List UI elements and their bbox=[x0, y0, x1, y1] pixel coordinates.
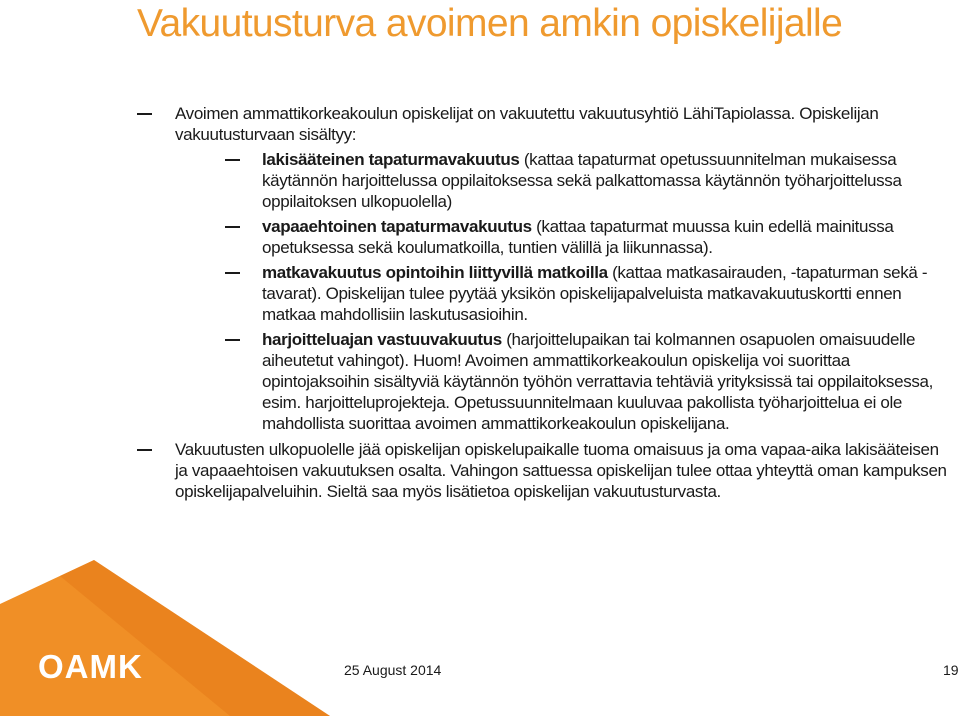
sub-bullet-voluntary bbox=[175, 216, 952, 258]
oamk-logo-text: OAMK bbox=[38, 648, 143, 685]
bullet-text: Vakuutusten ulkopuolelle jää opiskelijan opiskelupaikalle tuoma omaisuus ja oma vapaa-aika lakisääteisen ja vapaaehtoisen vakuutuksen osalta. Vahingon sattuessa opiskelijan tulee ottaa yhteyttä oman kampuksen opiskelijapalveluihin. Sieltä saa myös lisätietoa opiskelijan vakuutusturvasta. bbox=[175, 440, 947, 501]
sub-bullet-heading: matkavakuutus opintoihin liittyvillä matkoilla bbox=[262, 263, 608, 282]
footer-date: 25 August 2014 bbox=[344, 662, 442, 678]
sub-bullet-text: (kattaa matkasairauden, -tapaturman sekä -tavarat). Opiskelijan tulee pyytää yksikön opiskelijapalveluista matkavakuutuskortti ennen matkaa mahdollisiin laskutusasioihin. bbox=[262, 263, 928, 324]
oamk-logo-triangle bbox=[0, 560, 330, 716]
sub-bullet-heading: lakisääteinen tapaturmavakuutus bbox=[262, 150, 520, 169]
page-number: 19 bbox=[943, 662, 959, 678]
sub-bullet-text: (kattaa tapaturmat opetussuunnitelman mukaisessa käytännön harjoittelussa oppilaitoksessa sekä palkattomassa käytännön työharjoittelussa oppilaitoksen ulkopuolella) bbox=[262, 150, 902, 211]
slide-title: Vakuutusturva avoimen amkin opiskelijalle bbox=[137, 2, 843, 45]
sub-bullet-liability bbox=[175, 329, 952, 434]
sub-bullet-statutory bbox=[175, 149, 952, 212]
bullet-text: Avoimen ammattikorkeakoulun opiskelijat on vakuutettu vakuutusyhtiö LähiTapiolassa. Opiskelijan vakuutusturvaan sisältyy: bbox=[175, 104, 879, 144]
slide-content bbox=[137, 103, 952, 507]
sub-bullet-text: (harjoittelupaikan tai kolmannen osapuolen omaisuudelle aiheutetut vahingot). Huom! Avoimen ammattikorkeakoulun opiskelija voi suorittaa opintojaksoihin sisältyviä käytännön työhön verrattavia tehtäviä yrityksissä tai oppilaitoksessa, esim. harjoitteluprojekteja. Opetussuunnitelmaan kuuluvaa pakollista työharjoittelua ei ole mahdollista suorittaa avoimen ammattikorkeakoulun opiskelijana. bbox=[262, 330, 933, 433]
sub-bullet-travel bbox=[175, 262, 952, 325]
bullet-insurance-coverage bbox=[137, 103, 952, 434]
sub-bullet-heading: vapaaehtoinen tapaturmavakuutus bbox=[262, 217, 532, 236]
sub-bullet-heading: harjoitteluajan vastuuvakuutus bbox=[262, 330, 502, 349]
bullet-exclusions bbox=[137, 439, 952, 502]
sub-bullet-text: (kattaa tapaturmat muussa kuin edellä mainitussa opetuksessa sekä koulumatkoilla, tuntien välillä ja liikunnassa). bbox=[262, 217, 894, 257]
